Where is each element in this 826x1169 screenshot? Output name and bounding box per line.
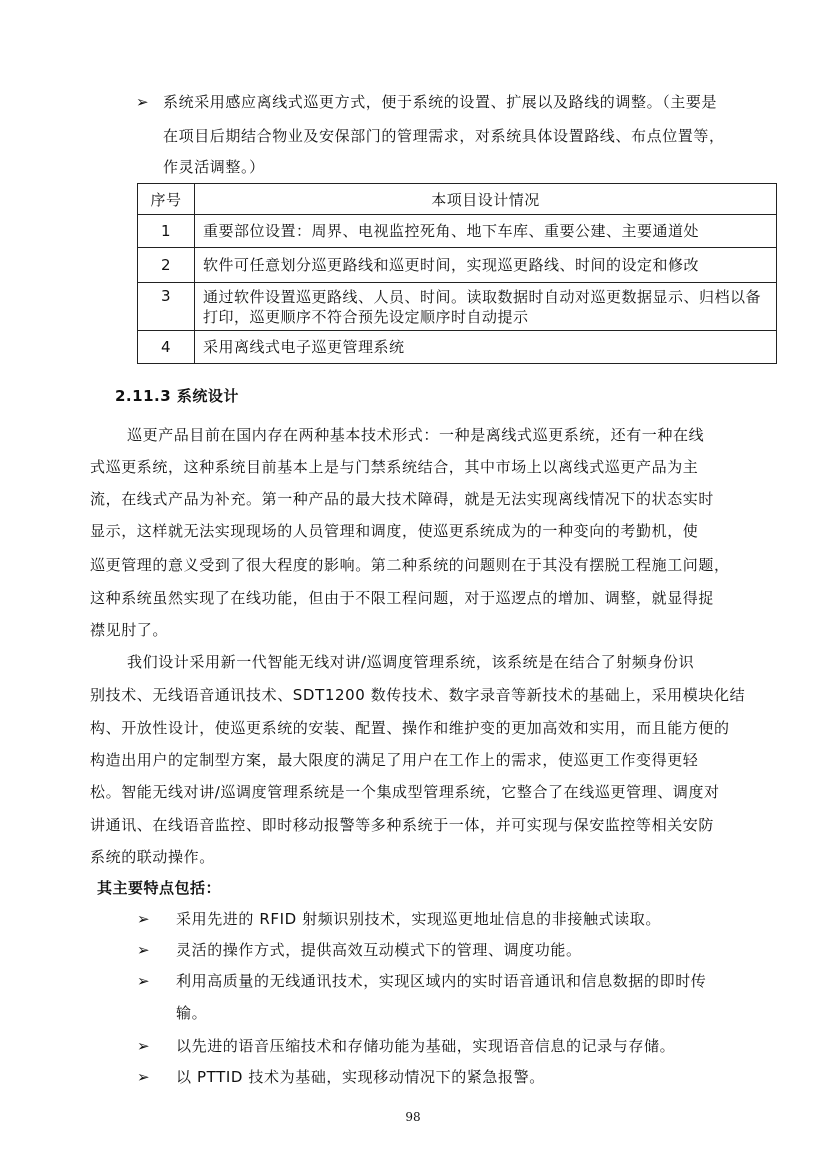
table-header-desc: 本项目设计情况 [195, 184, 777, 215]
table-header-no: 序号 [138, 184, 195, 215]
paragraph-line: 松。智能无线对讲/巡调度管理系统是一个集成型管理系统，它整合了在线巡更管理、调度对 [90, 783, 720, 801]
feature-item: 利用高质量的无线通讯技术，实现区域内的实时语音通讯和信息数据的即时传 [176, 972, 707, 990]
feature-item: 以 PTTID 技术为基础，实现移动情况下的紧急报警。 [176, 1068, 545, 1086]
table-cell-desc: 采用离线式电子巡更管理系统 [195, 331, 777, 364]
bullet-arrow-icon: ➢ [137, 941, 150, 959]
bullet-arrow-icon: ➢ [137, 910, 150, 928]
table-row [138, 283, 777, 331]
bullet-arrow-icon: ➢ [137, 1068, 150, 1086]
table-cell-line: 通过软件设置巡更路线、人员、时间。读取数据时自动对巡更数据显示、归档以备 [203, 287, 762, 306]
bullet-arrow-icon: ➢ [137, 972, 150, 990]
table-row [138, 215, 777, 248]
paragraph-line: 讲通讯、在线语音监控、即时移动报警等多种系统于一体，并可实现与保安监控等相关安防 [90, 816, 715, 834]
paragraph-line: 显示，这样就无法实现现场的人员管理和调度，使巡更系统成为的一种变向的考勤机，使 [90, 522, 699, 540]
feature-item: 以先进的语音压缩技术和存储功能为基础，实现语音信息的记录与存储。 [176, 1037, 676, 1055]
features-title: 其主要特点包括： [97, 879, 222, 897]
paragraph-line: 系统的联动操作。 [90, 848, 215, 866]
table-header-row [138, 184, 777, 215]
intro-line: 系统采用感应离线式巡更方式，便于系统的设置、扩展以及路线的调整。（主要是 [163, 93, 718, 111]
table-cell-line: 打印，巡更顺序不符合预先设定顺序时自动提示 [203, 307, 529, 326]
table-cell-desc: 重要部位设置：周界、电视监控死角、地下车库、重要公建、主要通道处 [195, 215, 777, 248]
paragraph-line: 式巡更系统，这种系统目前基本上是与门禁系统结合，其中市场上以离线式巡更产品为主 [90, 458, 699, 476]
intro-line: 作灵活调整。） [163, 158, 265, 176]
table-row [138, 331, 777, 364]
table-cell-no: 1 [138, 215, 195, 248]
paragraph-line: 别技术、无线语音通讯技术、SDT1200 数传技术、数字录音等新技术的基础上，采用模块化结 [90, 686, 746, 704]
bullet-arrow-icon: ➢ [137, 1037, 150, 1055]
paragraph-line: 这种系统虽然实现了在线功能，但由于不限工程问题，对于巡逻点的增加、调整，就显得捉 [90, 589, 715, 607]
table-cell-no: 4 [138, 331, 195, 364]
table-cell-no: 2 [138, 248, 195, 283]
paragraph-line: 构造出用户的定制型方案，最大限度的满足了用户在工作上的需求，使巡更工作变得更轻 [90, 751, 699, 769]
section-heading: 2.11.3 系统设计 [115, 387, 239, 405]
intro-line: 在项目后期结合物业及安保部门的管理需求，对系统具体设置路线、布点位置等， [163, 127, 725, 145]
feature-item: 灵活的操作方式，提供高效互动模式下的管理、调度功能。 [176, 941, 582, 959]
table-cell-no: 3 [138, 283, 195, 331]
paragraph-line: 巡更管理的意义受到了很大程度的影响。第二种系统的问题则在于其没有摆脱工程施工问题， [90, 556, 730, 574]
design-table [137, 183, 777, 364]
table-row [138, 248, 777, 283]
feature-item: 采用先进的 RFID 射频识别技术，实现巡更地址信息的非接触式读取。 [176, 910, 661, 928]
table-cell-desc: 软件可任意划分巡更路线和巡更时间，实现巡更路线、时间的设定和修改 [195, 248, 777, 283]
paragraph-line: 构、开放性设计，使巡更系统的安装、配置、操作和维护变的更加高效和实用，而且能方便的 [90, 719, 730, 737]
table-cell-desc [195, 283, 777, 331]
paragraph-line: 我们设计采用新一代智能无线对讲/巡调度管理系统，该系统是在结合了射频身份识 [127, 653, 695, 671]
paragraph-line: 襟见肘了。 [90, 621, 169, 639]
feature-item: 输。 [176, 1004, 208, 1022]
paragraph-line: 巡更产品目前在国内存在两种基本技术形式：一种是离线式巡更系统，还有一种在线 [127, 426, 705, 444]
page-number: 98 [405, 1110, 421, 1124]
bullet-arrow-icon: ➢ [136, 93, 149, 111]
paragraph-line: 流，在线式产品为补充。第一种产品的最大技术障碍，就是无法实现离线情况下的状态实时 [90, 490, 715, 508]
